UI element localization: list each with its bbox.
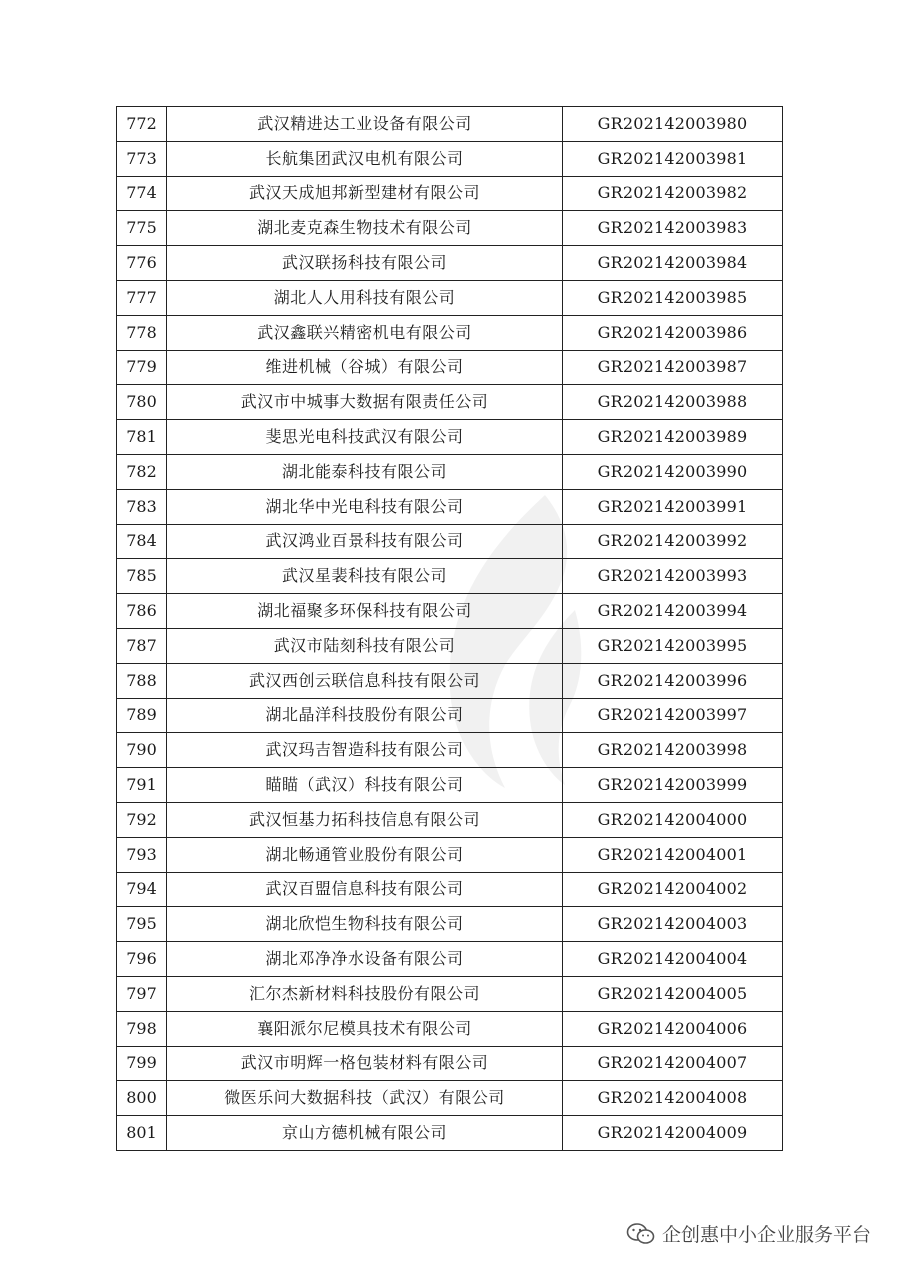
row-number: 773: [117, 141, 167, 176]
row-number: 781: [117, 420, 167, 455]
company-name: 湖北晶洋科技股份有限公司: [167, 698, 563, 733]
certificate-number: GR202142003989: [563, 420, 783, 455]
certificate-number: GR202142003987: [563, 350, 783, 385]
table-row: [117, 594, 783, 629]
row-number: 790: [117, 733, 167, 768]
row-number: 780: [117, 385, 167, 420]
table-row: [117, 628, 783, 663]
company-name: 武汉恒基力拓科技信息有限公司: [167, 802, 563, 837]
table-row: [117, 246, 783, 281]
certificate-number: GR202142003981: [563, 141, 783, 176]
row-number: 788: [117, 663, 167, 698]
certificate-number: GR202142003983: [563, 211, 783, 246]
table-row: [117, 211, 783, 246]
company-name: 武汉鸿业百景科技有限公司: [167, 524, 563, 559]
table-row: [117, 176, 783, 211]
wechat-account-name: 企创惠中小企业服务平台: [661, 1224, 871, 1246]
table-row: [117, 802, 783, 837]
table-row: [117, 837, 783, 872]
row-number: 787: [117, 628, 167, 663]
certificate-number: GR202142003990: [563, 454, 783, 489]
certificate-number: GR202142003992: [563, 524, 783, 559]
certificate-number: GR202142003997: [563, 698, 783, 733]
table-row: [117, 907, 783, 942]
table-row: [117, 489, 783, 524]
certificate-number: GR202142003980: [563, 107, 783, 142]
row-number: 772: [117, 107, 167, 142]
table-row: [117, 454, 783, 489]
company-name: 京山方德机械有限公司: [167, 1116, 563, 1151]
certificate-number: GR202142003995: [563, 628, 783, 663]
certificate-number: GR202142003996: [563, 663, 783, 698]
certificate-number: GR202142004008: [563, 1081, 783, 1116]
certificate-number: GR202142003982: [563, 176, 783, 211]
table-row: [117, 872, 783, 907]
row-number: 775: [117, 211, 167, 246]
company-name: 湖北能泰科技有限公司: [167, 454, 563, 489]
company-name: 湖北畅通管业股份有限公司: [167, 837, 563, 872]
table-row: [117, 141, 783, 176]
company-name: 湖北邓净净水设备有限公司: [167, 942, 563, 977]
table-row: [117, 698, 783, 733]
certificate-number: GR202142004009: [563, 1116, 783, 1151]
table-row: [117, 1011, 783, 1046]
company-name: 武汉天成旭邦新型建材有限公司: [167, 176, 563, 211]
table-row: [117, 385, 783, 420]
table-row: [117, 976, 783, 1011]
certificate-number: GR202142004005: [563, 976, 783, 1011]
certificate-number: GR202142003985: [563, 280, 783, 315]
company-name: 武汉玛吉智造科技有限公司: [167, 733, 563, 768]
row-number: 789: [117, 698, 167, 733]
certificate-number: GR202142003991: [563, 489, 783, 524]
row-number: 795: [117, 907, 167, 942]
row-number: 779: [117, 350, 167, 385]
table-row: [117, 1046, 783, 1081]
certificate-number: GR202142004006: [563, 1011, 783, 1046]
company-name: 武汉精进达工业设备有限公司: [167, 107, 563, 142]
table-row: [117, 768, 783, 803]
row-number: 778: [117, 315, 167, 350]
company-name: 武汉鑫联兴精密机电有限公司: [167, 315, 563, 350]
row-number: 791: [117, 768, 167, 803]
company-certificate-table: [116, 106, 783, 1151]
row-number: 785: [117, 559, 167, 594]
table-row: [117, 1081, 783, 1116]
table-row: [117, 942, 783, 977]
table-row: [117, 524, 783, 559]
certificate-number: GR202142004002: [563, 872, 783, 907]
company-name: 湖北麦克森生物技术有限公司: [167, 211, 563, 246]
row-number: 793: [117, 837, 167, 872]
table-row: [117, 1116, 783, 1151]
table-row: [117, 280, 783, 315]
row-number: 799: [117, 1046, 167, 1081]
certificate-number: GR202142004004: [563, 942, 783, 977]
company-name: 湖北华中光电科技有限公司: [167, 489, 563, 524]
row-number: 797: [117, 976, 167, 1011]
company-name: 瞄瞄（武汉）科技有限公司: [167, 768, 563, 803]
certificate-number: GR202142003999: [563, 768, 783, 803]
company-name: 武汉市陆刻科技有限公司: [167, 628, 563, 663]
certificate-number: GR202142004003: [563, 907, 783, 942]
certificate-number: GR202142003994: [563, 594, 783, 629]
row-number: 798: [117, 1011, 167, 1046]
company-name: 襄阳派尔尼模具技术有限公司: [167, 1011, 563, 1046]
row-number: 783: [117, 489, 167, 524]
row-number: 786: [117, 594, 167, 629]
company-name: 湖北人人用科技有限公司: [167, 280, 563, 315]
row-number: 796: [117, 942, 167, 977]
table-row: [117, 663, 783, 698]
company-name: 斐思光电科技武汉有限公司: [167, 420, 563, 455]
certificate-number: GR202142004001: [563, 837, 783, 872]
row-number: 774: [117, 176, 167, 211]
company-name: 湖北福聚多环保科技有限公司: [167, 594, 563, 629]
company-name: 武汉市中城事大数据有限责任公司: [167, 385, 563, 420]
company-name: 武汉百盟信息科技有限公司: [167, 872, 563, 907]
certificate-number: GR202142003993: [563, 559, 783, 594]
company-name: 维进机械（谷城）有限公司: [167, 350, 563, 385]
table-row: [117, 107, 783, 142]
row-number: 794: [117, 872, 167, 907]
row-number: 800: [117, 1081, 167, 1116]
company-name: 汇尔杰新材料科技股份有限公司: [167, 976, 563, 1011]
certificate-number: GR202142004000: [563, 802, 783, 837]
table-row: [117, 559, 783, 594]
table-row: [117, 350, 783, 385]
company-name: 武汉联扬科技有限公司: [167, 246, 563, 281]
row-number: 777: [117, 280, 167, 315]
row-number: 782: [117, 454, 167, 489]
company-name: 湖北欣恺生物科技有限公司: [167, 907, 563, 942]
company-name: 武汉市明辉一格包装材料有限公司: [167, 1046, 563, 1081]
certificate-number: GR202142003988: [563, 385, 783, 420]
company-name: 微医乐问大数据科技（武汉）有限公司: [167, 1081, 563, 1116]
row-number: 784: [117, 524, 167, 559]
company-name: 武汉西创云联信息科技有限公司: [167, 663, 563, 698]
row-number: 776: [117, 246, 167, 281]
certificate-number: GR202142003998: [563, 733, 783, 768]
row-number: 792: [117, 802, 167, 837]
certificate-number: GR202142004007: [563, 1046, 783, 1081]
table-row: [117, 315, 783, 350]
wechat-account-footer: [626, 1220, 871, 1247]
certificate-number: GR202142003986: [563, 315, 783, 350]
company-name: 武汉星裴科技有限公司: [167, 559, 563, 594]
wechat-icon: [626, 1222, 656, 1246]
table-row: [117, 420, 783, 455]
company-name: 长航集团武汉电机有限公司: [167, 141, 563, 176]
table-row: [117, 733, 783, 768]
row-number: 801: [117, 1116, 167, 1151]
certificate-number: GR202142003984: [563, 246, 783, 281]
